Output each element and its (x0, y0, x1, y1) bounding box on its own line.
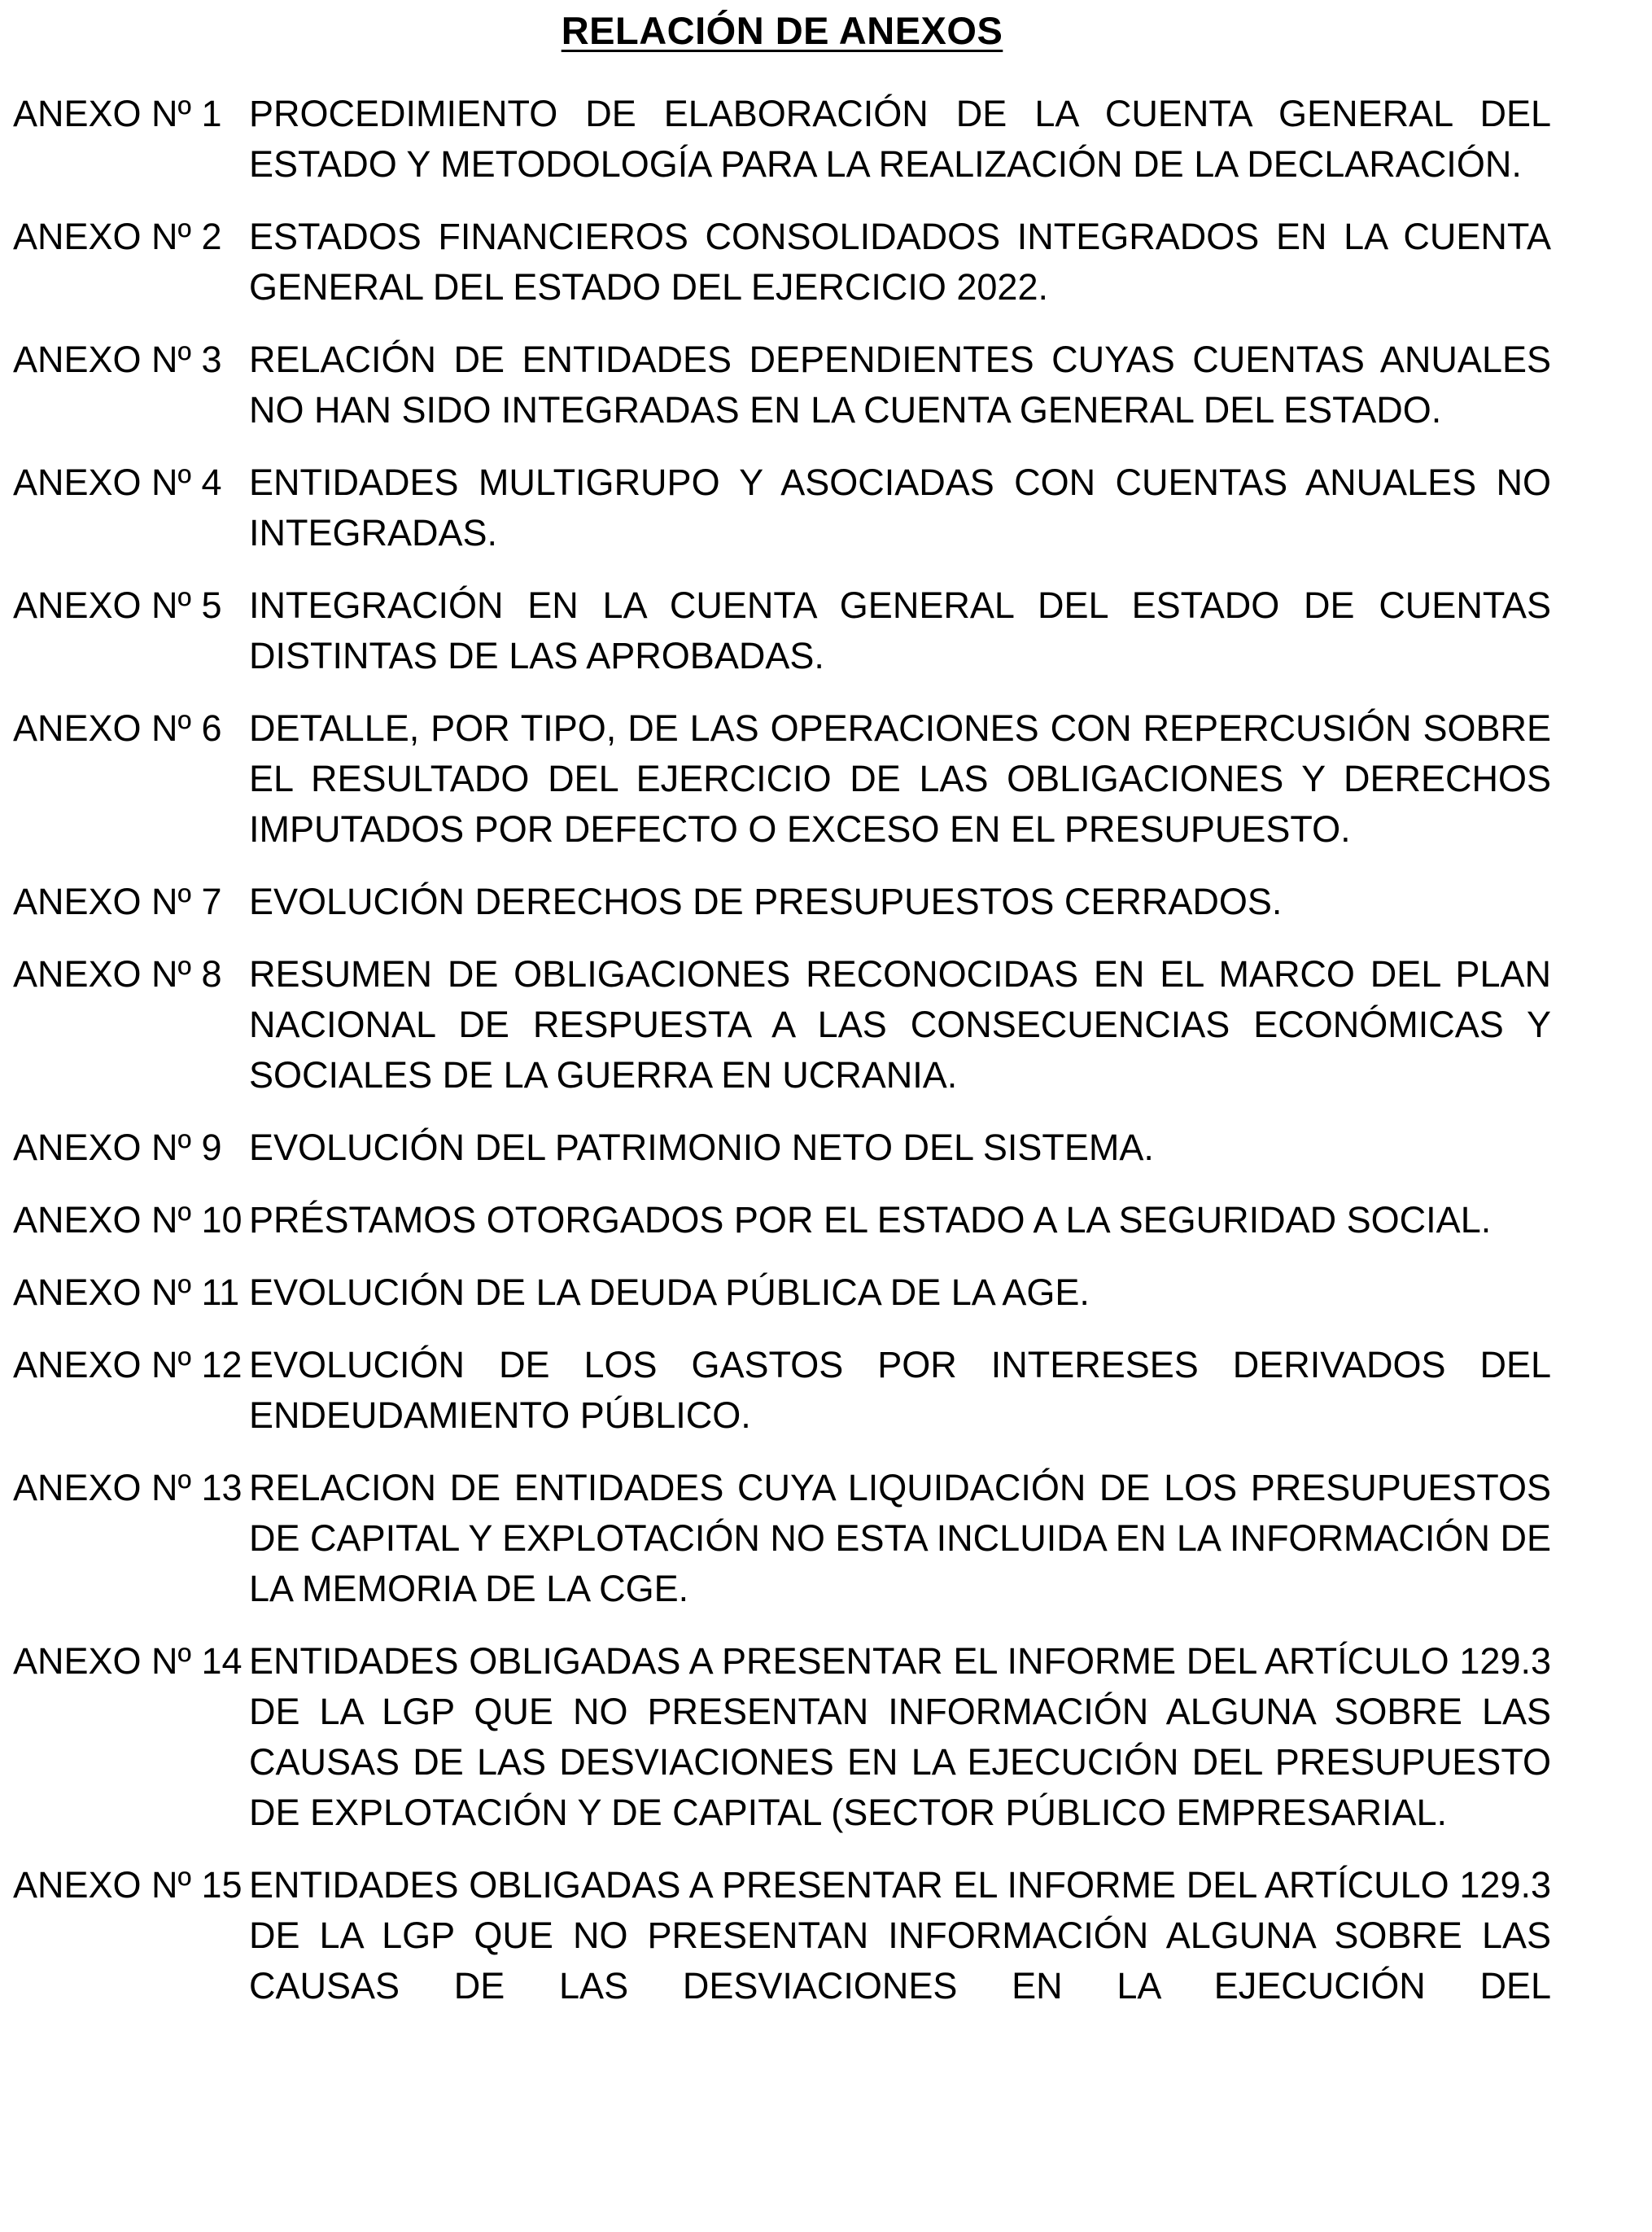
annex-item (13, 1636, 1551, 1838)
annex-label: ANEXO Nº 6 (13, 707, 222, 749)
annex-item (13, 949, 1551, 1101)
annex-item (13, 1195, 1551, 1245)
annex-list (13, 89, 1551, 2011)
annex-label: ANEXO Nº 3 (13, 339, 222, 380)
annex-description: EVOLUCIÓN DEL PATRIMONIO NETO DEL SISTEMA. (249, 1127, 1154, 1168)
annex-item (13, 703, 1551, 855)
annex-item (13, 1267, 1551, 1318)
annex-item (13, 580, 1551, 681)
annex-label: ANEXO Nº 11 (13, 1271, 240, 1313)
page-title: RELACIÓN DE ANEXOS (561, 9, 1003, 52)
annex-description: EVOLUCIÓN DE LOS GASTOS POR INTERESES DERIVADOS DEL ENDEUDAMIENTO PÚBLICO. (249, 1344, 1551, 1436)
annex-item (13, 89, 1551, 190)
annex-description: PROCEDIMIENTO DE ELABORACIÓN DE LA CUENTA GENERAL DEL ESTADO Y METODOLOGÍA PARA LA REALIZACIÓN DE LA DECLARACIÓN. (249, 93, 1551, 185)
annex-item (13, 212, 1551, 313)
annex-description: RELACIÓN DE ENTIDADES DEPENDIENTES CUYAS CUENTAS ANUALES NO HAN SIDO INTEGRADAS EN LA CUENTA GENERAL DEL ESTADO. (249, 339, 1551, 431)
annex-item (13, 1463, 1551, 1614)
annex-label: ANEXO Nº 2 (13, 216, 222, 257)
annex-item (13, 1340, 1551, 1441)
annex-label: ANEXO Nº 9 (13, 1127, 222, 1168)
annex-label: ANEXO Nº 4 (13, 462, 222, 503)
annex-description: ENTIDADES OBLIGADAS A PRESENTAR EL INFORME DEL ARTÍCULO 129.3 DE LA LGP QUE NO PRESENTAN INFORMACIÓN ALGUNA SOBRE LAS CAUSAS DE LAS DESVIACIONES EN LA EJECUCIÓN DEL (249, 1864, 1551, 2007)
annex-description: INTEGRACIÓN EN LA CUENTA GENERAL DEL ESTADO DE CUENTAS DISTINTAS DE LAS APROBADAS. (249, 584, 1551, 676)
annex-description: DETALLE, POR TIPO, DE LAS OPERACIONES CON REPERCUSIÓN SOBRE EL RESULTADO DEL EJERCICIO DE LAS OBLIGACIONES Y DERECHOS IMPUTADOS POR DEFECTO O EXCESO EN EL PRESUPUESTO. (249, 707, 1551, 850)
annex-description: ESTADOS FINANCIEROS CONSOLIDADOS INTEGRADOS EN LA CUENTA GENERAL DEL ESTADO DEL EJERCICIO 2022. (249, 216, 1551, 308)
annex-label: ANEXO Nº 7 (13, 881, 222, 922)
annex-item (13, 335, 1551, 435)
annex-label: ANEXO Nº 8 (13, 953, 222, 995)
annex-description: ENTIDADES OBLIGADAS A PRESENTAR EL INFORME DEL ARTÍCULO 129.3 DE LA LGP QUE NO PRESENTAN INFORMACIÓN ALGUNA SOBRE LAS CAUSAS DE LAS DESVIACIONES EN LA EJECUCIÓN DEL PRESUPUESTO DE EXPLOTACIÓN Y DE CAPITAL (SECTOR PÚBLICO EMPRESARIAL. (249, 1640, 1551, 1833)
annex-description: EVOLUCIÓN DERECHOS DE PRESUPUESTOS CERRADOS. (249, 881, 1283, 922)
annex-label: ANEXO Nº 12 (13, 1344, 243, 1385)
annex-item (13, 1123, 1551, 1173)
annex-item (13, 1860, 1551, 2011)
annex-label: ANEXO Nº 15 (13, 1864, 243, 1906)
annex-label: ANEXO Nº 5 (13, 584, 222, 626)
annex-description: EVOLUCIÓN DE LA DEUDA PÚBLICA DE LA AGE. (249, 1271, 1090, 1313)
annex-label: ANEXO Nº 1 (13, 93, 222, 134)
annex-item (13, 457, 1551, 558)
annex-label: ANEXO Nº 14 (13, 1640, 243, 1682)
annex-label: ANEXO Nº 13 (13, 1467, 243, 1508)
annex-description: RESUMEN DE OBLIGACIONES RECONOCIDAS EN EL MARCO DEL PLAN NACIONAL DE RESPUESTA A LAS CONSECUENCIAS ECONÓMICAS Y SOCIALES DE LA GUERRA EN UCRANIA. (249, 953, 1551, 1096)
annex-description: PRÉSTAMOS OTORGADOS POR EL ESTADO A LA SEGURIDAD SOCIAL. (249, 1199, 1492, 1241)
annex-item (13, 877, 1551, 927)
annex-description: ENTIDADES MULTIGRUPO Y ASOCIADAS CON CUENTAS ANUALES NO INTEGRADAS. (249, 462, 1551, 554)
annex-label: ANEXO Nº 10 (13, 1199, 243, 1241)
annex-description: RELACION DE ENTIDADES CUYA LIQUIDACIÓN DE LOS PRESUPUESTOS DE CAPITAL Y EXPLOTACIÓN NO ESTA INCLUIDA EN LA INFORMACIÓN DE LA MEMORIA DE LA CGE. (249, 1467, 1551, 1609)
